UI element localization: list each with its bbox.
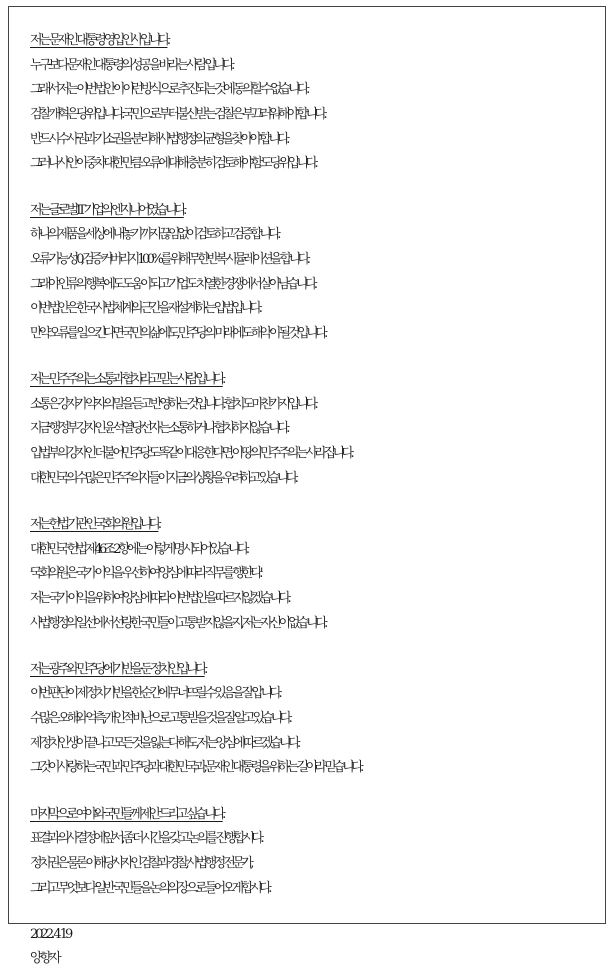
section-lawmaker bbox=[30, 513, 602, 636]
section-heading: 저는 광주와 민주당에 기반을 둔 정치인입니다. bbox=[30, 661, 205, 677]
section-heading: 저는 헌법 기관인 국회의원입니다. bbox=[30, 516, 159, 532]
letter-date: 2022. 4 19 bbox=[30, 926, 71, 942]
section-heading: 마지막으로 여야와 국민들께 제안 드리고 싶습니다. bbox=[30, 806, 223, 822]
body-line: 소통은 강자가 약자의 말을 듣고 반영하는 것입니다. 협치도 마찬가지입니다. bbox=[30, 396, 316, 412]
body-line: 검찰 개혁은 당위입니다. 국민으로부터 불신 받는 검찰은 부끄러워해야 합니다. bbox=[30, 107, 325, 123]
section-heading: 저는 민주주의는 소통과 협치라고 믿는 사람입니다. bbox=[30, 372, 223, 388]
section-proposal bbox=[30, 803, 602, 902]
body-line: 이번 판단이 제 정치기반을 한순간에 무너뜨릴 수 있음을 잘 압니다. bbox=[30, 686, 280, 702]
body-line: 그래야 인류의 행복에도 도움이 되고 기업도 치열한 경쟁에서 살아남습니다. bbox=[30, 276, 315, 292]
body-line: '국회의원은 국가 이익을 우선하여 양심에 따라 직무를 행한다.' bbox=[30, 566, 260, 582]
body-line: 그래서 저는 이번 법안이 이런 방식으로 추진되는 것에 동의할 수 없습니다. bbox=[30, 82, 307, 98]
body-line: 반드시 수사권과 기소권을 분리해 사법행정의 균형을 찾아야 합니다. bbox=[30, 131, 287, 147]
body-line: 그러나 사안이 중차대한 만큼 오류에 대해 충분히 검토해야 함도 당위입니다. bbox=[30, 156, 316, 172]
letter-page bbox=[8, 6, 606, 967]
body-line: 그리고 무엇보다 일반 국민들을 논의의 장으로 들어오게 합시다. bbox=[30, 880, 269, 896]
body-line: 입법부의 강자인 더불어민주당도 똑같이 대응한다면, 이 땅의 민주주의는 사라집니다. bbox=[30, 446, 352, 462]
body-line: 표결과 의사결정에 앞서, 좀 더 시간을 갖고 논의를 진행합시다. bbox=[30, 831, 262, 847]
body-line: 누구보다 문재인 대통령의 성공을 바라는 사람입니다. bbox=[30, 57, 232, 73]
body-line: 제 정치인생이 끝나고 모든 것을 잃는다 해도, 저는 양심에 따르겠습니다. bbox=[30, 735, 298, 751]
body-line: 오류 가능성 0, 검증 커버리지 100%를 위해 무한반복 시뮬레이션을 합니다. bbox=[30, 251, 308, 267]
body-line: 이번 법안은 한국 사법체계의 근간을 재설계하는 입법입니다. bbox=[30, 301, 260, 317]
section-democracy bbox=[30, 368, 602, 491]
body-line: 만약 오류를 일으킨다면 국민의 삶에도, 민주당의 미래에도 해악이 될 것입니다. bbox=[30, 325, 325, 341]
section-mj-recruit bbox=[30, 29, 602, 177]
body-line: 대한민국 헌법 제46조 2항에는 이렇게 명시되어 있습니다. bbox=[30, 541, 247, 557]
signature-block bbox=[30, 923, 602, 972]
section-gwangju bbox=[30, 658, 602, 781]
body-line: 정치권은 물론 이해당사자인 검찰과 경찰, 사법행정 전문가, bbox=[30, 855, 251, 871]
body-line: 대한민국의 수많은 민주주의자들이 지금의 상황을 우려하고 있습니다. bbox=[30, 470, 296, 486]
section-heading: 저는 문재인 대통령 영입인사입니다. bbox=[30, 33, 168, 48]
body-line: 지금 행정부 강자인 윤석열 당선자는 소통하거나 협치하지 않습니다. bbox=[30, 421, 287, 437]
section-heading: 저는 글로벌 IT 기업의 엔지니어였습니다. bbox=[30, 202, 184, 218]
author-name: 양향자 bbox=[30, 951, 59, 967]
body-line: 그것이 사랑하는 국민과 민주당과 대한민국과, 문재인 대통령을 위하는 길이라 믿습니다. bbox=[30, 760, 361, 776]
section-it-engineer bbox=[30, 199, 602, 347]
letter-body bbox=[30, 29, 602, 972]
body-line: 수많은 오해와 억측, 개인적 비난으로 고통 받을 것을 잘 알고 있습니다. bbox=[30, 711, 290, 727]
body-line: 저는 국가 이익을 위하여 양심에 따라 이번 법안을 따르지 않겠습니다. bbox=[30, 590, 289, 606]
body-line: 사법행정의 일선에서 선량한 국민들이 고통 받지 않을지, 저는 자신이 없습니다. bbox=[30, 615, 325, 631]
body-line: 하나의 제품을 세상에 내놓기 까지 끊임없이 검토하고 검증합니다. bbox=[30, 227, 278, 243]
